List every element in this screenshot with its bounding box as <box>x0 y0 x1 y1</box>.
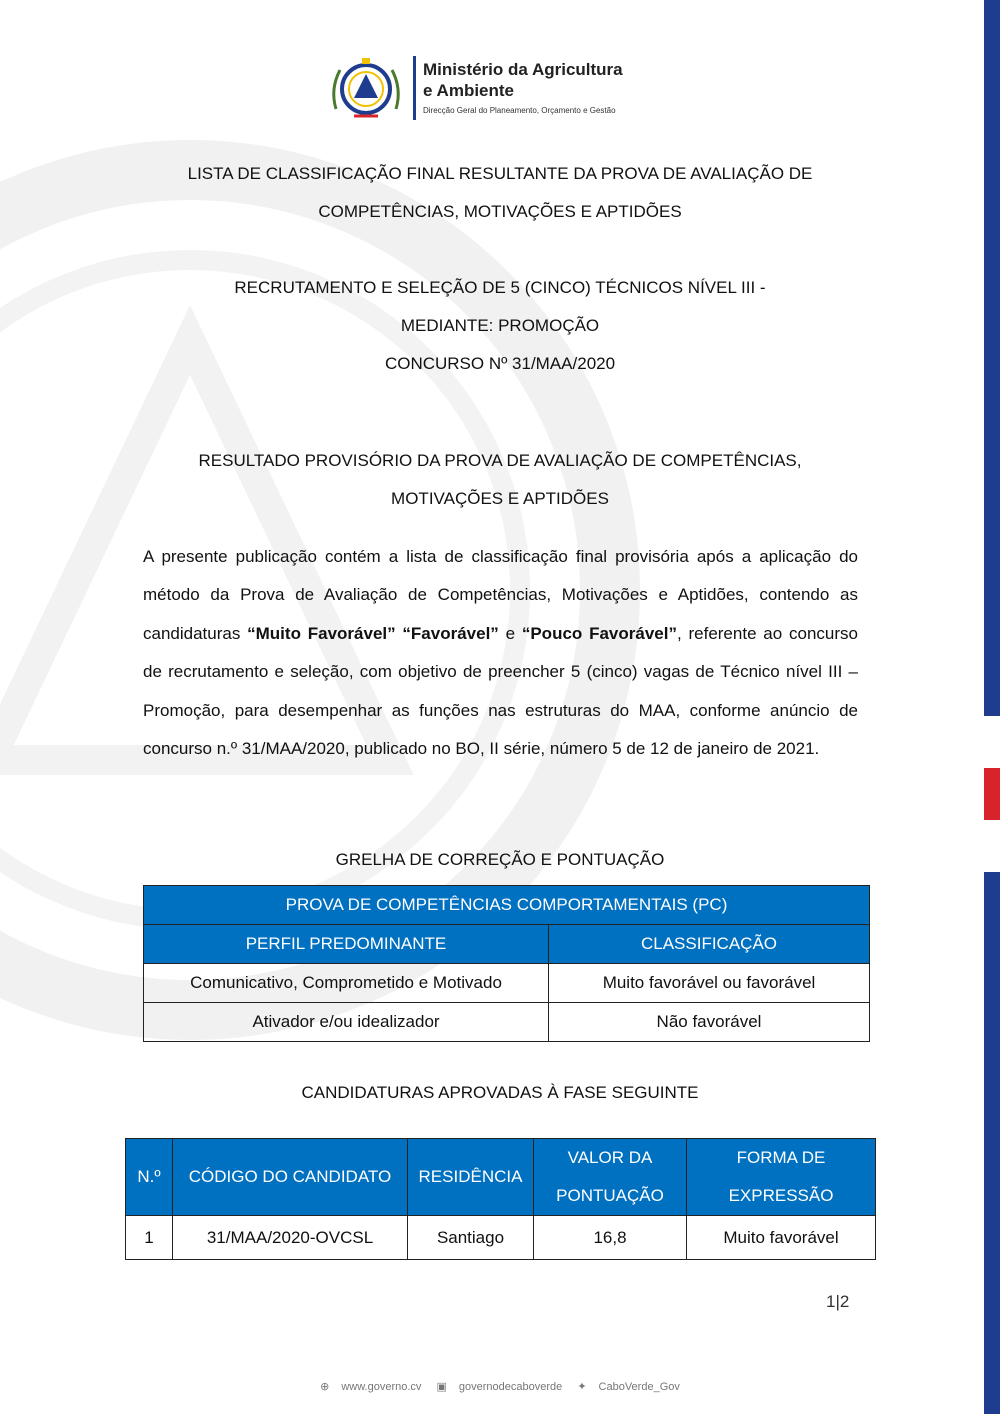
logo-divider <box>413 56 416 120</box>
contest-number: CONCURSO Nº 31/MAA/2020 <box>384 354 616 373</box>
table-row: 1 31/MAA/2020-OVCSL Santiago 16,8 Muito favorável <box>126 1216 876 1260</box>
title-line1: LISTA DE CLASSIFICAÇÃO FINAL RESULTANTE DA PROVA DE AVALIAÇÃO DE <box>187 164 813 183</box>
grid-header: PROVA DE COMPETÊNCIAS COMPORTAMENTAIS (PC) <box>144 886 870 925</box>
bold-favoravel: “Favorável” <box>402 623 499 643</box>
twitter-icon: ✦ <box>577 1381 587 1393</box>
grid-title: GRELHA DE CORREÇÃO E PONTUAÇÃO <box>335 850 665 869</box>
footer-facebook: governodecaboverde <box>458 1381 563 1393</box>
col-score: VALOR DA PONTUAÇÃO <box>534 1139 687 1216</box>
col-candidate-code: CÓDIGO DO CANDIDATO <box>173 1139 408 1216</box>
bold-pouco-favoravel: “Pouco Favorável” <box>521 623 677 643</box>
side-bar-blue-bottom <box>984 872 1000 1414</box>
footer-website: www.governo.cv <box>341 1381 422 1393</box>
grading-grid-table <box>143 885 870 1042</box>
col-number: N.º <box>126 1139 173 1216</box>
recruitment-line2: MEDIANTE: PROMOÇÃO <box>400 316 600 335</box>
globe-icon: ⊕ <box>320 1381 330 1393</box>
grid-col-perfil: PERFIL PREDOMINANTE <box>144 925 549 964</box>
footer <box>0 1380 1000 1393</box>
ministry-logo <box>326 54 666 124</box>
table-row: Ativador e/ou idealizador Não favorável <box>144 1003 870 1042</box>
col-expression-form: FORMA DE EXPRESSÃO <box>687 1139 876 1216</box>
facebook-icon: ▣ <box>436 1381 447 1393</box>
body-paragraph: A presente publicação contém a lista de classificação final provisória após a aplicação do método da Prova de Avaliação de Competências, Motivações e Aptidões, contendo as candidaturas “Muito Favorável” “Favorável” e “Pouco Favorável”, referente ao concurso de recrutamento e seleção, com objetivo de preencher 5 (cinco) vagas de Técnico nível III – Promoção, para desempenhar as funções nas estruturas do MAA, conforme anúncio de concurso n.º 31/MAA/2020, publicado no BO, II série, número 5 de 12 de janeiro de 2021. <box>143 547 858 759</box>
ministry-subtitle: Direcção Geral do Planeamento, Orçamento e Gestão <box>423 106 616 115</box>
bold-muito-favoravel: “Muito Favorável” <box>247 623 396 643</box>
col-residence: RESIDÊNCIA <box>408 1139 534 1216</box>
cabo-verde-emblem-icon <box>326 54 406 124</box>
side-bar-red <box>984 768 1000 820</box>
approved-title: CANDIDATURAS APROVADAS À FASE SEGUINTE <box>301 1083 699 1102</box>
page-number: 1|2 <box>826 1292 850 1311</box>
result-line1: RESULTADO PROVISÓRIO DA PROVA DE AVALIAÇÃO DE COMPETÊNCIAS, <box>198 451 802 470</box>
ministry-name-line2: e Ambiente <box>423 81 515 100</box>
result-line2: MOTIVAÇÕES E APTIDÕES <box>391 489 609 508</box>
table-row: Comunicativo, Comprometido e Motivado Muito favorável ou favorável <box>144 964 870 1003</box>
grid-col-classificacao: CLASSIFICAÇÃO <box>549 925 870 964</box>
recruitment-line1: RECRUTAMENTO E SELEÇÃO DE 5 (CINCO) TÉCNICOS NÍVEL III - <box>234 278 766 297</box>
title-line2: COMPETÊNCIAS, MOTIVAÇÕES E APTIDÕES <box>318 202 682 221</box>
ministry-name-line1: Ministério da Agricultura <box>423 60 623 79</box>
approved-candidates-table <box>125 1138 876 1260</box>
footer-twitter: CaboVerde_Gov <box>598 1381 680 1393</box>
